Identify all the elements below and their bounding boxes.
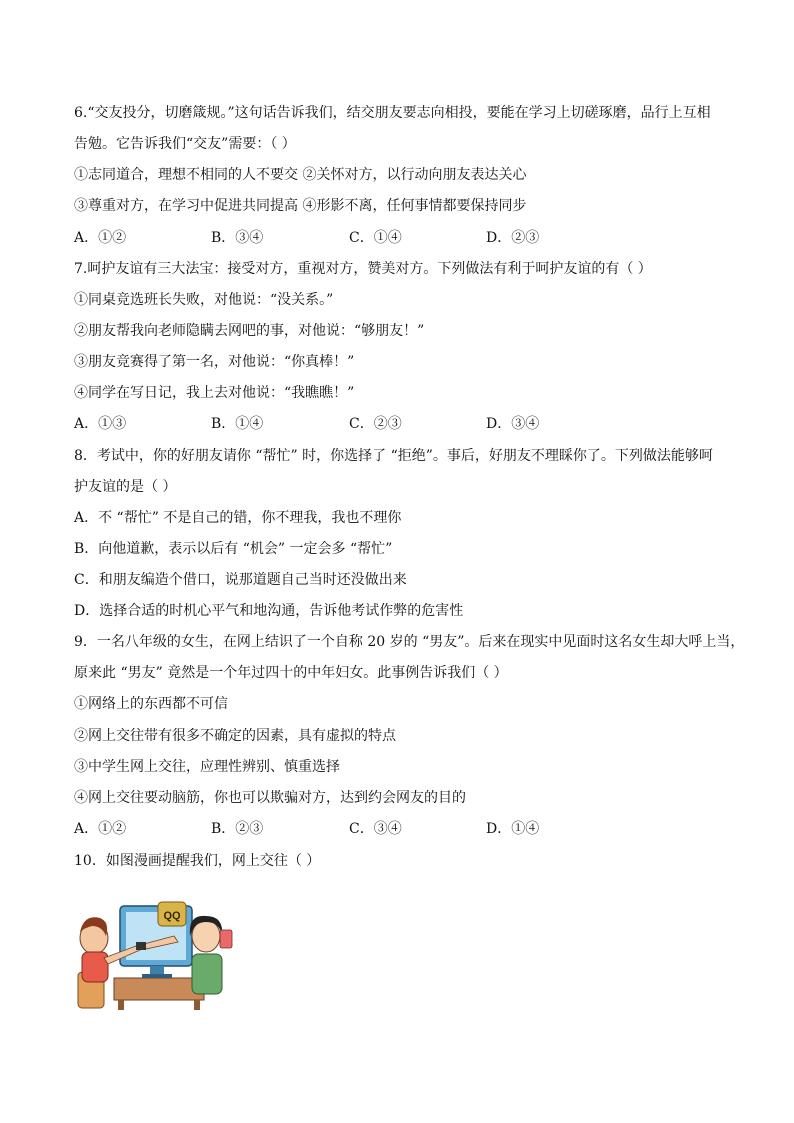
question-9-statement-2: ②网上交往带有很多不确定的因素，具有虚拟的特点 xyxy=(74,728,396,744)
question-8-line-2: 护友谊的是（ ） xyxy=(74,479,177,495)
question-6-option-a: A．①② xyxy=(74,230,127,246)
question-6-option-b: B．③④ xyxy=(211,230,264,246)
question-9-option-c: C．③④ xyxy=(349,821,402,837)
question-7-option-a: A．①③ xyxy=(74,416,127,432)
svg-text:QQ: QQ xyxy=(163,910,181,922)
question-8-line-1: 8．考试中，你的好朋友请你 “帮忙” 时，你选择了 “拒绝”。事后，好朋友不理睬你了。下列做法能够呵 xyxy=(74,448,713,464)
question-6-statement-2: ③尊重对方，在学习中促进共同提高 ④形影不离，任何事情都要保持同步 xyxy=(74,198,527,214)
question-9-line-2: 原来此 “男友” 竟然是一个年过四十的中年妇女。此事例告诉我们（ ） xyxy=(74,665,508,681)
question-7-line-1: 7.呵护友谊有三大法宝：接受对方，重视对方，赞美对方。下列做法有利于呵护友谊的有（ ） xyxy=(74,261,652,277)
question-9-statement-4: ④网上交往要动脑筋，你也可以欺骗对方，达到约会网友的目的 xyxy=(74,790,466,806)
question-7-option-c: C．②③ xyxy=(349,416,402,432)
question-7-statement-4: ④同学在写日记，我上去对他说：“我瞧瞧！” xyxy=(74,385,355,401)
question-9-line-1: 9．一名八年级的女生，在网上结识了一个自称 20 岁的 “男友”。后来在现实中见面时这名女生却大呼上当， xyxy=(74,634,745,650)
question-8-option-a: A．不 “帮忙” 不是自己的错，你不理我，我也不理你 xyxy=(74,510,402,526)
question-6-statement-1: ①志同道合，理想不相同的人不要交 ②关怀对方，以行动向朋友表达关心 xyxy=(74,167,527,183)
question-6-option-d: D．②③ xyxy=(486,230,540,246)
question-7-statement-2: ②朋友帮我向老师隐瞒去网吧的事，对他说：“够朋友！” xyxy=(74,323,425,339)
question-7-option-b: B．①④ xyxy=(211,416,264,432)
question-8-option-d: D．选择合适的时机心平气和地沟通，告诉他考试作弊的危害性 xyxy=(74,603,464,619)
question-6-option-c: C．①④ xyxy=(349,230,402,246)
question-10-line-1: 10．如图漫画提醒我们，网上交往（ ） xyxy=(74,853,321,869)
question-7-statement-1: ①同桌竞选班长失败，对他说：“没关系。” xyxy=(74,292,334,308)
question-9-statement-3: ③中学生网上交往，应理性辨别、慎重选择 xyxy=(74,759,340,775)
question-9-option-d: D．①④ xyxy=(486,821,540,837)
question-8-option-c: C．和朋友编造个借口，说那道题自己当时还没做出来 xyxy=(74,572,407,588)
question-9-statement-1: ①网络上的东西都不可信 xyxy=(74,696,228,712)
question-9-option-a: A．①② xyxy=(74,821,127,837)
question-6-line-2: 告勉。它告诉我们“交友”需要：（ ） xyxy=(74,136,296,152)
question-6-line-1: 6.“交友投分，切磨箴规。”这句话告诉我们，结交朋友要志向相投，要能在学习上切磋琢磨，品行上互相 xyxy=(74,105,711,121)
question-7-statement-3: ③朋友竞赛得了第一名，对他说：“你真棒！” xyxy=(74,354,355,370)
question-8-option-b: B．向他道歉，表示以后有 “机会” 一定会多 “帮忙” xyxy=(74,541,393,557)
cartoon-image xyxy=(74,892,234,1012)
question-7-option-d: D．③④ xyxy=(486,416,540,432)
question-9-option-b: B．②③ xyxy=(211,821,264,837)
